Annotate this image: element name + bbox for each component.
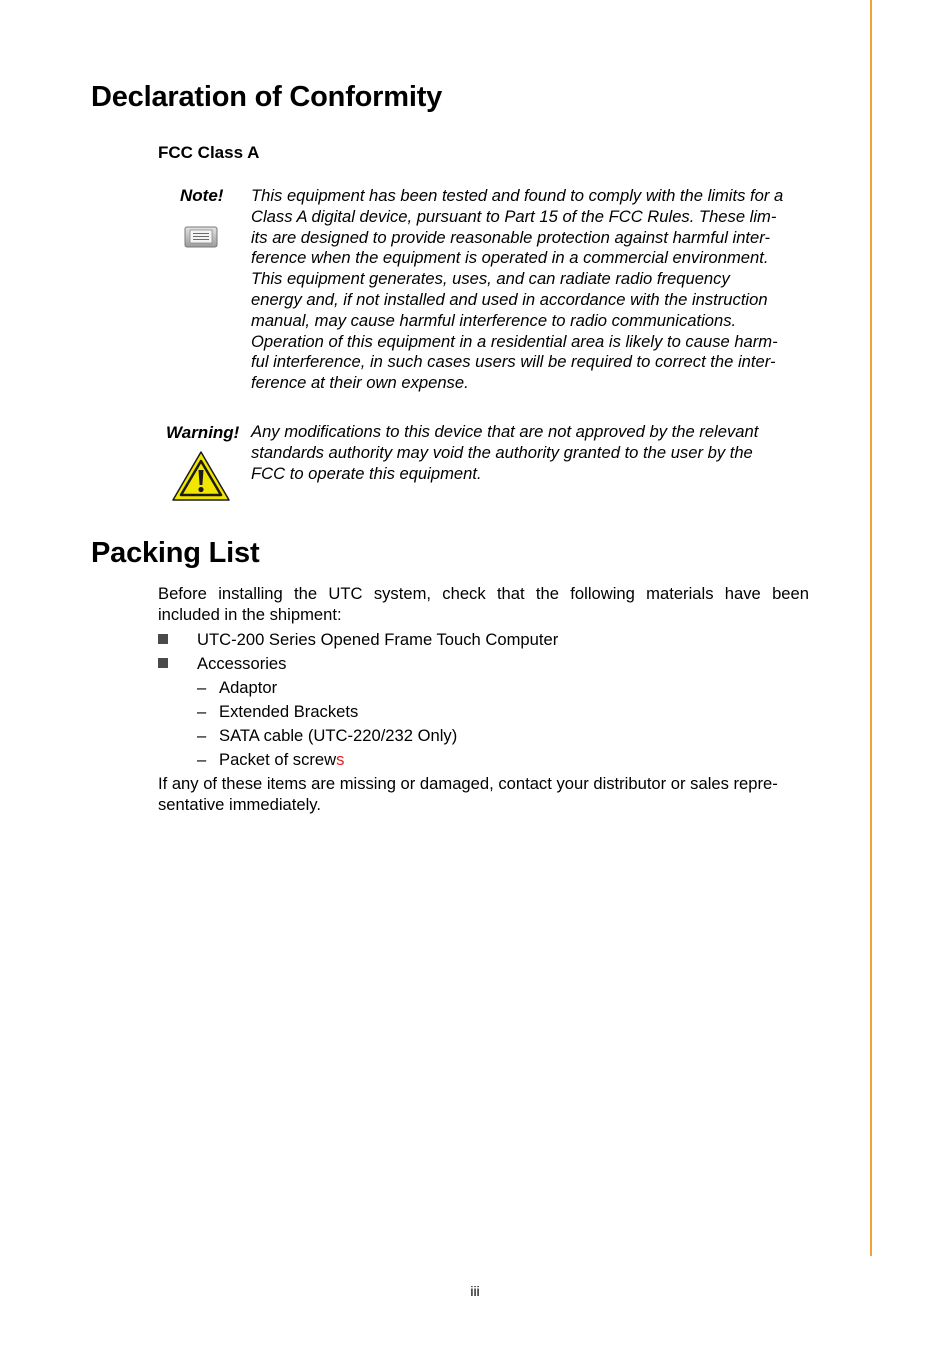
note-label: Note! [180,186,224,205]
packing-intro [158,584,809,626]
note-line: ful interference, in such cases users will be required to correct the inter- [251,352,776,372]
page-accent-rule [870,0,872,1256]
note-line: This equipment generates, uses, and can radiate radio frequency [251,269,730,289]
highlighted-letter: s [336,750,345,769]
note-line: ference when the equipment is operated in a commercial environment. [251,248,769,268]
sub-list-item-text: Extended Brackets [219,702,359,721]
note-line: its are designed to provide reasonable protection against harmful inter- [251,227,771,247]
note-line: Class A digital device, pursuant to Part 15 of the FCC Rules. These lim- [251,206,777,226]
packing-outro-line: If any of these items are missing or damaged, contact your distributor or sales repre- [158,774,778,793]
warning-text [251,422,809,484]
page-number: iii [470,1283,480,1299]
sub-list-item [197,702,358,722]
packing-intro-line: Before installing the UTC system, check that the following materials have been [158,584,809,603]
warning-line: standards authority may void the authority granted to the user by the [251,442,753,462]
note-line: manual, may cause harmful interference to radio communications. [251,310,737,330]
dash-icon: – [197,726,207,745]
warning-line: FCC to operate this equipment. [251,463,482,483]
sub-list-item-text: SATA cable (UTC-220/232 Only) [219,726,458,745]
sub-list-item [197,726,457,746]
warning-icon [171,450,231,502]
list-item-text: UTC-200 Series Opened Frame Touch Computer [197,630,559,649]
sub-list-item [197,678,277,698]
note-line: This equipment has been tested and found to comply with the limits for a [251,186,784,205]
dash-icon: – [197,750,207,769]
note-line: Operation of this equipment in a residential area is likely to cause harm- [251,331,778,351]
sub-list-item-text: Adaptor [219,678,278,697]
dash-icon: – [197,678,207,697]
note-line: ference at their own expense. [251,373,469,393]
warning-label: Warning! [166,423,240,442]
declaration-heading: Declaration of Conformity [91,81,443,113]
warning-line: Any modifications to this device that are not approved by the relevant [251,422,759,441]
bullet-square-icon [158,634,168,644]
packing-outro-line: sentative immediately. [158,794,321,814]
bullet-square-icon [158,658,168,668]
packing-list-heading: Packing List [91,537,260,569]
note-text [251,186,809,394]
note-icon [184,226,218,248]
dash-icon: – [197,702,207,721]
fcc-class-heading: FCC Class A [158,143,260,162]
packing-intro-line: included in the shipment: [158,604,342,624]
packing-outro [158,774,809,816]
sub-list-item [197,750,344,770]
sub-list-item-text: Packet of screw [219,750,337,769]
note-line: energy and, if not installed and used in accordance with the instruction [251,289,768,309]
list-item-text: Accessories [197,654,287,673]
